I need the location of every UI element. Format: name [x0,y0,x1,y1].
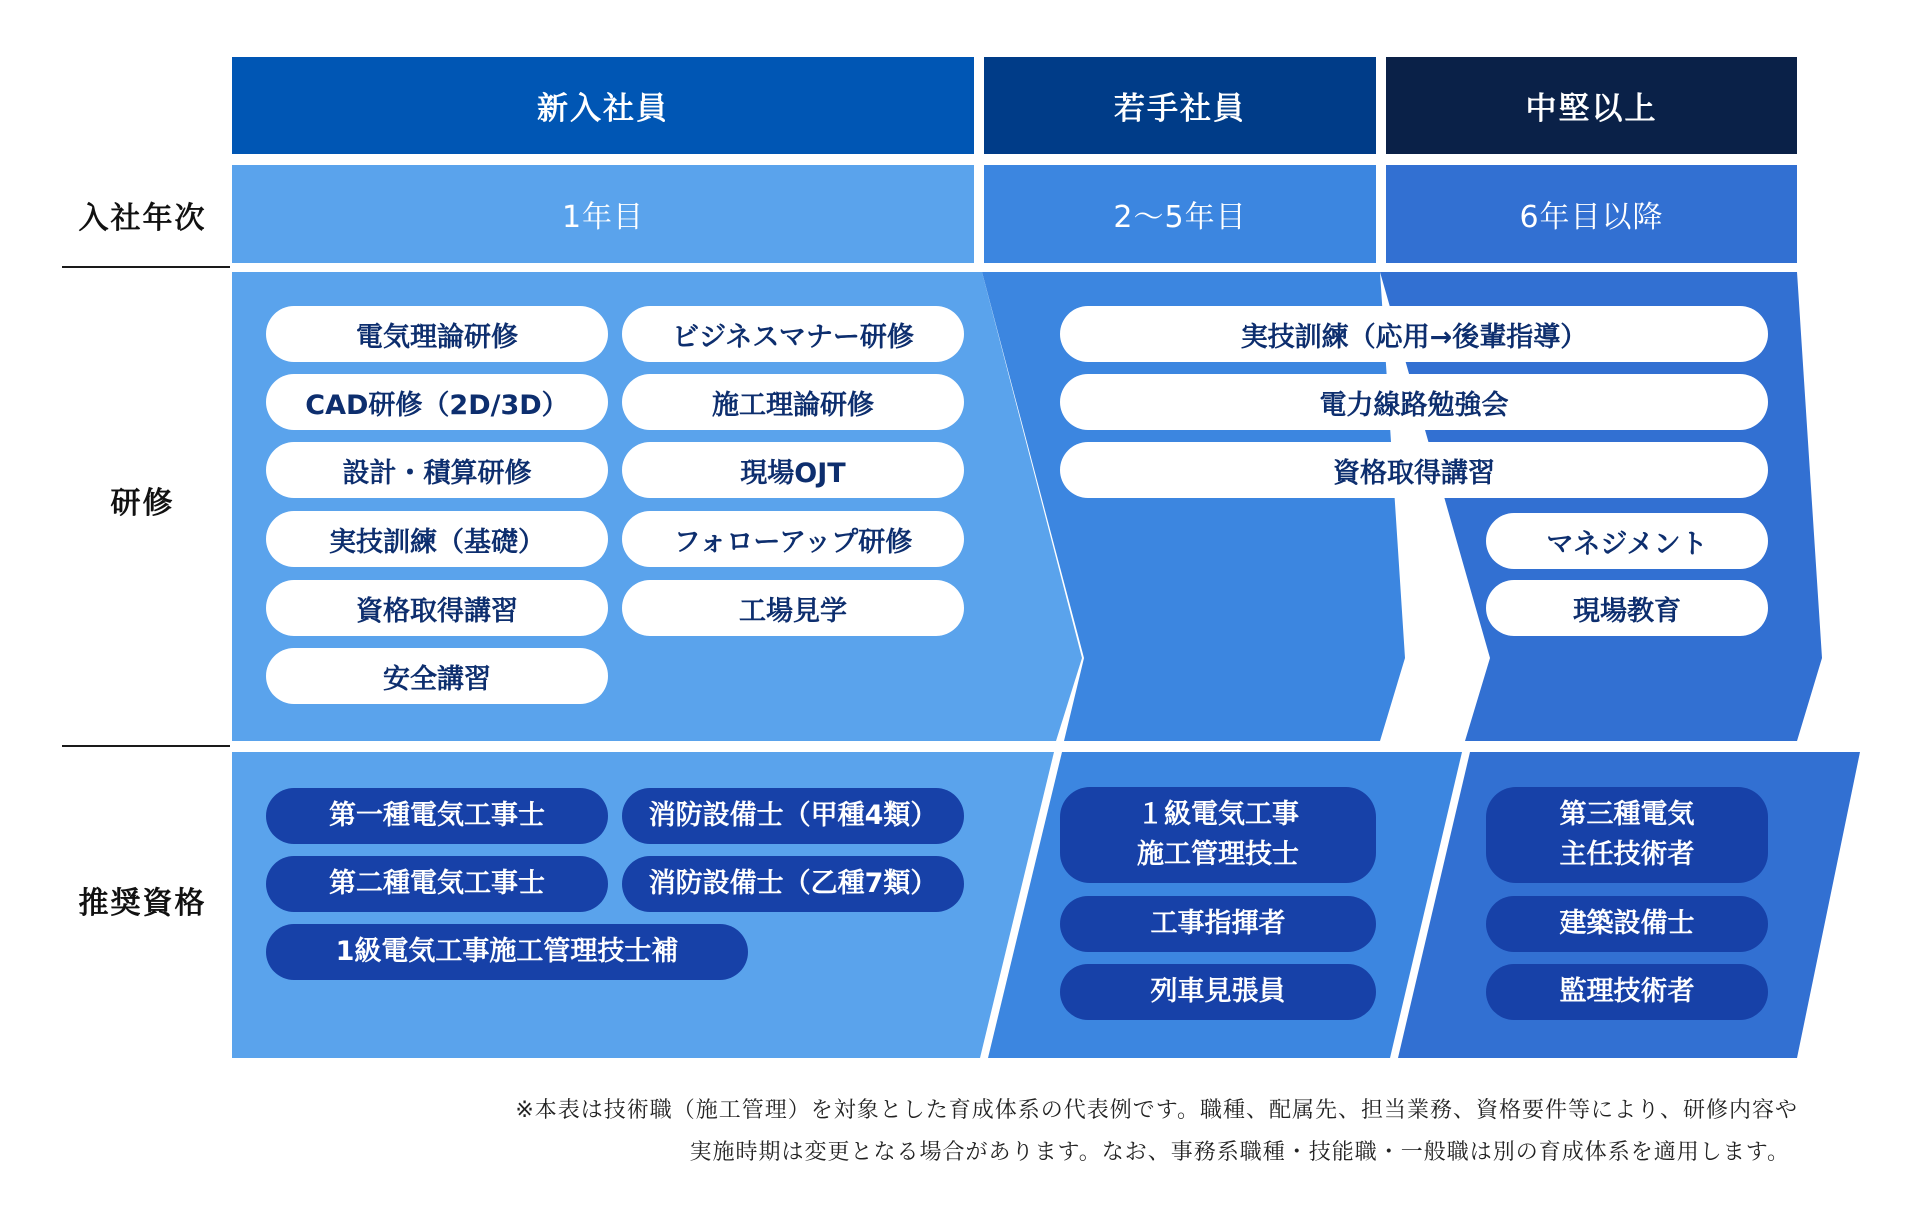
training-item-label: 実技訓練（基礎） [329,526,545,558]
training-item-label: 電力線路勉強会 [1319,389,1509,421]
year-senior [1386,165,1797,263]
training-item [622,442,964,498]
training-item-label: 現場教育 [1573,595,1681,627]
cert-item-label: 監理技術者 [1559,976,1695,1007]
training-item [266,306,608,362]
divider-year [62,266,230,268]
header-senior-label: 中堅以上 [1525,91,1658,127]
training-item-senior [1486,513,1768,569]
cert-item [1060,896,1376,952]
header-senior-employees [1386,57,1797,154]
training-item-label: 電気理論研修 [356,321,518,353]
training-item [266,648,608,704]
training-item [622,580,964,636]
cert-item-label: 1級電気工事施工管理技士補 [335,936,679,967]
year-young-label: 2〜5年目 [1113,200,1247,235]
year-new-label: 1年目 [561,200,645,235]
training-item-label: CAD研修（2D/3D） [305,389,569,421]
footnote-line2: 実施時期は変更となる場合があります。なお、事務系職種・技能職・一般職は別の育成体系を適用します。 [689,1140,1790,1165]
training-item-label: 現場OJT [740,457,846,489]
training-item-shared [1060,374,1768,430]
row-label-year [60,170,225,260]
training-item-senior [1486,580,1768,636]
cert-item-label: 消防設備士（甲種4類） [648,800,938,831]
cert-item [622,788,964,844]
row-label-training [60,460,225,540]
cert-item [622,856,964,912]
year-young [984,165,1376,263]
cert-item-label-line2: 施工管理技士 [1137,839,1299,870]
training-item-label: ビジネスマナー研修 [672,321,914,353]
training-item [266,374,608,430]
cert-item [1486,896,1768,952]
footnote-line1: ※本表は技術職（施工管理）を対象とした育成体系の代表例です。職種、配属先、担当業務、資格要件等により、研修内容や [515,1098,1798,1123]
training-item-label: フォローアップ研修 [673,526,913,558]
divider-training [62,745,230,747]
cert-item-label: 第一種電気工事士 [329,800,545,831]
cert-item [1060,787,1376,883]
header-new-label: 新入社員 [537,91,669,127]
header-young-employees [984,57,1376,154]
row-label-certification-text: 推奨資格 [78,886,207,921]
cert-item [266,788,608,844]
training-item-shared [1060,442,1768,498]
cert-item-label: 工事指揮者 [1150,908,1286,939]
year-senior-label: 6年目以降 [1519,200,1664,235]
training-item [622,511,964,567]
cert-item [266,856,608,912]
training-item-label: マネジメント [1546,528,1708,560]
training-item [266,580,608,636]
cert-item-label-line1: 第三種電気 [1559,799,1695,830]
cert-item-label: 第二種電気工事士 [329,868,545,899]
header-young-label: 若手社員 [1114,91,1246,127]
cert-item-label: 消防設備士（乙種7類） [648,868,938,899]
row-label-year-text: 入社年次 [78,201,207,236]
training-item [622,374,964,430]
training-item-label: 資格取得講習 [1333,457,1495,489]
training-item [622,306,964,362]
cert-item-label-line1: １級電気工事 [1137,799,1299,830]
cert-item [1060,964,1376,1020]
training-item-label: 設計・積算研修 [342,457,532,489]
cert-item [266,924,748,980]
year-new [232,165,974,263]
cert-item [1486,787,1768,883]
training-item-label: 実技訓練（応用→後輩指導） [1240,321,1588,353]
row-label-training-text: 研修 [110,486,175,521]
training-item [266,511,608,567]
training-item-label: 施工理論研修 [712,389,874,421]
row-label-certification [60,860,225,940]
cert-item-label: 建築設備士 [1559,908,1695,939]
cert-item-label: 列車見張員 [1150,976,1286,1007]
cert-item-label-line2: 主任技術者 [1559,839,1695,870]
training-item-shared [1060,306,1768,362]
training-item-label: 工場見学 [739,595,847,627]
header-new-employees [232,57,974,154]
training-item [266,442,608,498]
cert-item [1486,964,1768,1020]
training-item-label: 資格取得講習 [356,595,518,627]
training-item-label: 安全講習 [383,663,491,695]
